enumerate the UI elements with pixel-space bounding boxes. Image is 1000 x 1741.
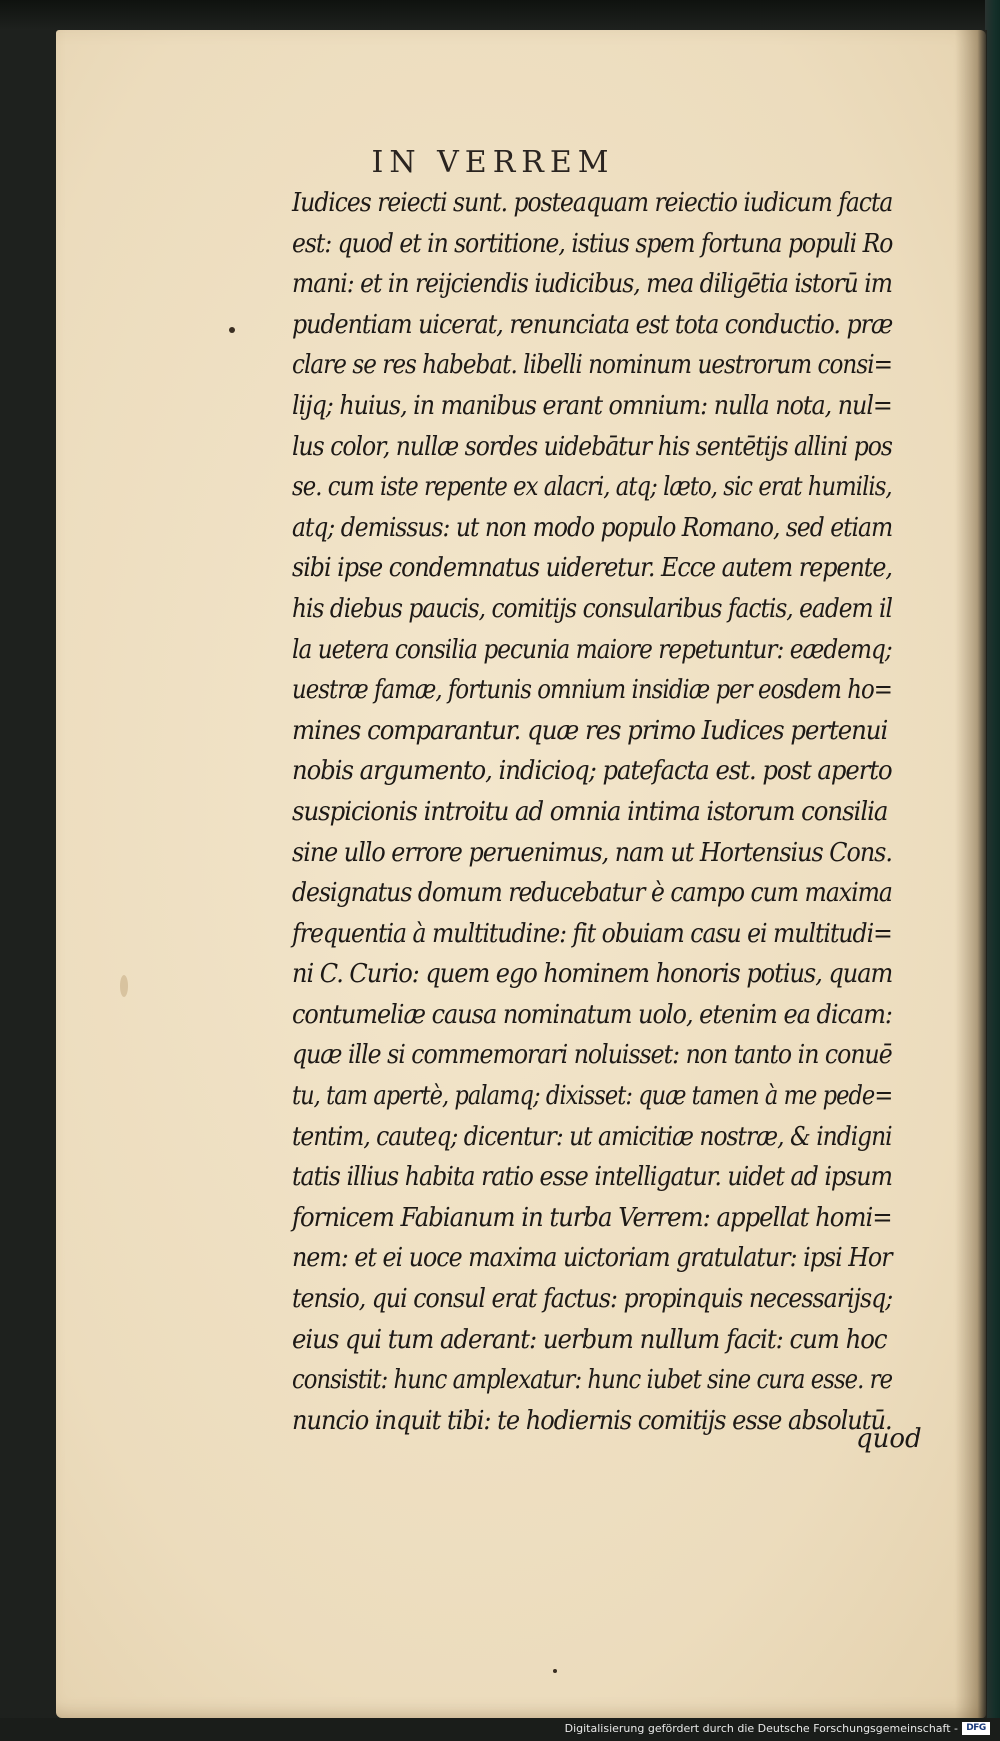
catchword: quod bbox=[856, 1424, 922, 1454]
text-line: nuncio inquit tibi: te hodiernis comitijs esse absolutū. bbox=[292, 1405, 892, 1436]
text-line: Iudices reiecti sunt. posteaquam reiectio iudicum facta bbox=[292, 188, 893, 218]
text-line: tu, tam apertè, palamq; dixisset: quæ tamen à me pede= bbox=[292, 1081, 893, 1112]
text-line: contumeliæ causa nominatum uolo, etenim ea dicam: bbox=[292, 999, 892, 1030]
text-line: mani: et in reijciendis iudicibus, mea diligētia istorū im bbox=[292, 269, 892, 300]
digitization-credit: Digitalisierung gefördert durch die Deutsche Forschungsgemeinschaft - bbox=[564, 1722, 958, 1735]
text-line: frequentia à multitudine: fit obuiam casu ei multitudi= bbox=[292, 918, 892, 949]
bottom-mark bbox=[553, 1669, 557, 1673]
text-line: atq; demissus: ut non modo populo Romano, sed etiam bbox=[292, 512, 893, 543]
margin-mark bbox=[229, 327, 235, 333]
text-line: sibi ipse condemnatus uideretur. Ecce autem repente, bbox=[292, 553, 892, 584]
text-line: uestræ famæ, fortunis omnium insidiæ per eosdem ho= bbox=[292, 675, 892, 706]
text-line: est: quod et in sortitione, istius spem fortuna populi Ro bbox=[292, 228, 893, 259]
dfg-logo: DFG bbox=[962, 1722, 990, 1735]
text-line: suspicionis introitu ad omnia intima istorum consilia bbox=[292, 796, 888, 827]
text-line: eius qui tum aderant: uerbum nullum facit: cum hoc bbox=[292, 1324, 887, 1355]
text-line: tatis illius habita ratio esse intelligatur. uidet ad ipsum bbox=[292, 1162, 892, 1193]
text-line: ni C. Curio: quem ego hominem honoris potius, quam bbox=[292, 959, 893, 990]
book-cover-edge bbox=[985, 0, 1000, 1741]
text-line: sine ullo errore peruenimus, nam ut Hortensius Cons. bbox=[292, 837, 892, 868]
running-head: IN VERREM bbox=[371, 145, 615, 180]
page-gutter-shadow bbox=[955, 30, 987, 1718]
text-line: la uetera consilia pecunia maiore repetuntur: eædemq; bbox=[292, 634, 892, 665]
paper-stain bbox=[120, 975, 128, 997]
scan-top-edge bbox=[0, 0, 1000, 30]
text-line: nem: et ei uoce maxima uictoriam gratulatur: ipsi Hor bbox=[292, 1243, 892, 1274]
text-line: quæ ille si commemorari noluisset: non tanto in conuē bbox=[292, 1040, 892, 1071]
text-line: fornicem Fabianum in turba Verrem: appellat homi= bbox=[292, 1202, 892, 1233]
text-line: pudentiam uicerat, renunciata est tota conductio. præ bbox=[292, 309, 893, 340]
text-line: consistit: hunc amplexatur: hunc iubet sine cura esse. re bbox=[292, 1365, 893, 1396]
text-line: tentim, cauteq; dicentur: ut amicitiæ nostræ, & indigni bbox=[292, 1121, 892, 1152]
text-line: lijq; huius, in manibus erant omnium: nulla nota, nul= bbox=[292, 390, 892, 421]
text-block bbox=[292, 183, 932, 1441]
text-line: se. cum iste repente ex alacri, atq; læto, sic erat humilis, bbox=[292, 472, 892, 503]
text-line: clare se res habebat. libelli nominum uestrorum consi= bbox=[292, 350, 893, 381]
text-line: nobis argumento, indicioq; patefacta est. post aperto bbox=[292, 756, 892, 787]
text-line: tensio, qui consul erat factus: propinquis necessarijsq; bbox=[292, 1284, 893, 1315]
text-line: his diebus paucis, comitijs consularibus factis, eadem il bbox=[292, 593, 892, 624]
text-line: mines comparantur. quæ res primo Iudices pertenui bbox=[292, 715, 888, 746]
text-line: lus color, nullæ sordes uidebātur his sentētijs allini pos bbox=[292, 431, 892, 462]
text-line: designatus domum reducebatur è campo cum maxima bbox=[292, 878, 892, 909]
